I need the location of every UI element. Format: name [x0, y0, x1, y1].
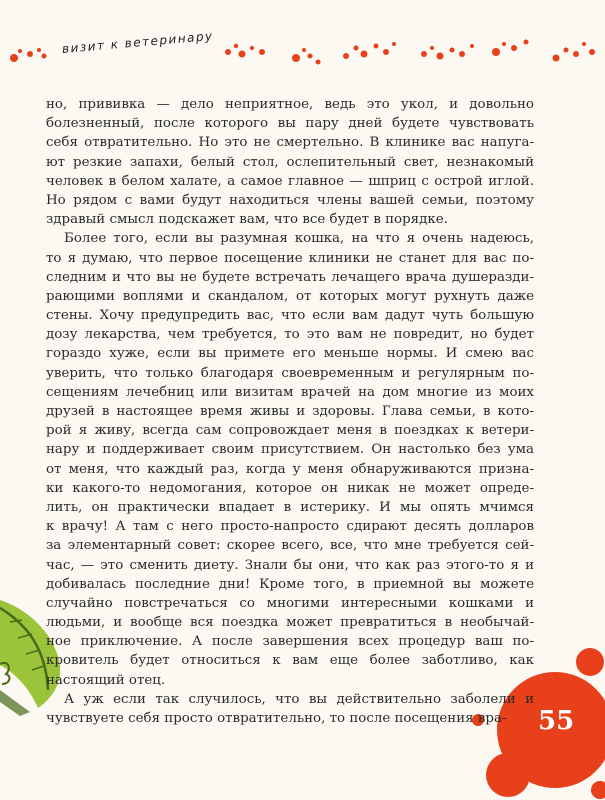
text-line: кровитель будет относиться к вам еще более заботливо, как: [46, 653, 534, 669]
text-line: человек в белом халате, а самое главное — шприц с острой иглой.: [46, 173, 534, 189]
text-line: Но рядом с вами будут находиться члены вашей семьи, поэтому: [46, 192, 534, 208]
text-line: сещениям лечебниц или визитам врачей на дом многие из моих: [46, 384, 534, 400]
text-line: следним и что вы не будете встречать лечащего врача душеразди-: [46, 269, 534, 285]
text-line: час, — это сменить диету. Знали бы они, что как раз этого-то я и: [46, 557, 534, 573]
text-line: ют резкие запахи, белый стол, ослепительный свет, незнакомый: [46, 154, 534, 170]
text-line: гораздо хуже, если вы примете его меньше нормы. И смею вас: [46, 346, 534, 362]
text-line: рающими воплями и скандалом, от которых могут рухнуть даже: [46, 288, 534, 304]
text-line: людьми, и вообще вся поездка может превратиться в необычай-: [46, 615, 534, 631]
text-line: за элементарный совет: скорее всего, все, что мне требуется сей-: [46, 538, 534, 554]
text-line: лить, он практически впадает в истерику. И мы опять мчимся: [46, 499, 534, 515]
text-line: чувствуете себя просто отвратительно, то после посещения вра-: [46, 711, 507, 726]
text-line: Более того, если вы разумная кошка, на что я очень надеюсь,: [64, 231, 534, 247]
text-line: настоящий отец.: [46, 672, 166, 688]
text-line: себя отвратительно. Но это не смертельно. В клинике вас напуга-: [46, 135, 534, 151]
text-line: ное приключение. А после завершения всех процедур ваш по-: [46, 634, 534, 650]
text-line: уверить, что только благодаря своевременным и регулярным по-: [46, 365, 534, 381]
paw-print-icon: [288, 44, 328, 68]
text-line: к врачу! А там с него просто-напросто сдирают десять долларов: [46, 519, 534, 535]
body-text: [46, 95, 534, 728]
text-line: болезненный, после которого вы пару дней будете чувствовать: [46, 116, 534, 132]
text-line: добивалась последние дни! Кроме того, в приемной вы можете: [46, 576, 534, 592]
paw-print-icon: [222, 40, 272, 62]
paw-print-icon: [6, 44, 50, 66]
text-line: случайно повстречаться со многими интересными кошками и: [46, 595, 534, 611]
page-number: 55: [538, 706, 575, 736]
text-line: А уж если так случилось, что вы действительно заболели и: [64, 691, 534, 707]
header-title: визит к ветеринару: [61, 28, 215, 56]
paw-print-icon: [418, 40, 478, 64]
text-line: здравый смысл подскажет вам, что все будет в порядке.: [46, 212, 448, 228]
paw-print-icon: [340, 38, 400, 64]
paw-print-icon: [550, 38, 600, 66]
text-line: от меня, что каждый раз, когда у меня обнаруживаются призна-: [46, 461, 534, 477]
text-line: но, прививка — дело неприятное, ведь это укол, и довольно: [46, 97, 534, 112]
running-header: [0, 30, 605, 80]
text-line: друзей в настоящее время живы и здоровы. Глава семьи, в кото-: [46, 404, 534, 419]
text-line: ки какого-то недомогания, которое он никак не может опреде-: [46, 480, 534, 496]
paw-print-icon: [488, 36, 538, 62]
text-line: то я думаю, что первое посещение клиники не станет для вас по-: [46, 250, 534, 266]
text-line: рой я живу, всегда сам сопровождает меня в поездках к ветери-: [46, 423, 534, 439]
text-line: дозу лекарства, чем требуется, то это вам не повредит, но будет: [46, 327, 534, 343]
text-line: нару и поддерживает своим присутствием. Он настолько без ума: [46, 442, 534, 458]
text-line: стены. Хочу предупредить вас, что если вам дадут чуть большую: [46, 308, 534, 324]
